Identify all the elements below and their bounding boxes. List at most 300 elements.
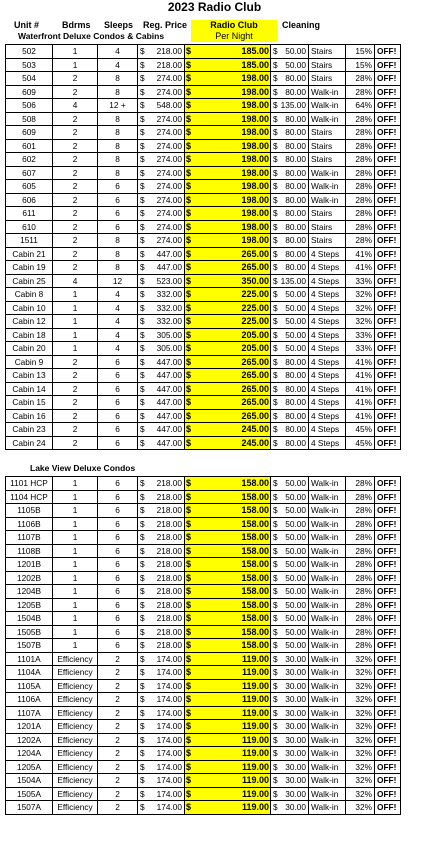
sleeps-cell [98,112,138,126]
currency-symbol: $ [140,262,145,273]
unit-cell [6,517,53,531]
bdrms-value: 1 [72,316,78,327]
access-cell [309,139,346,153]
cleaning-cell [271,396,309,410]
header-reg-price: Reg. Price [143,20,188,30]
bdrms-cell [53,612,98,626]
currency-symbol: $ [186,424,192,435]
discount-value: 41% [355,248,372,259]
reg-price-cell [138,193,185,207]
radio-club-value: 350.00 [241,275,269,286]
access-cell [309,558,346,572]
reg-price-cell [138,72,185,86]
radio-club-value: 119.00 [241,653,269,664]
cleaning-cell [271,693,309,707]
reg-price-value: 523.00 [156,275,182,286]
off-value: OFF! [377,640,397,651]
currency-symbol: $ [273,194,278,205]
radio-club-cell [185,72,271,86]
bdrms-value: 2 [72,140,78,151]
access-cell [309,288,346,302]
discount-cell [346,112,375,126]
currency-symbol: $ [140,518,145,529]
reg-price-value: 174.00 [156,748,182,759]
currency-symbol: $ [140,86,145,97]
discount-cell [346,706,375,720]
discount-cell [346,436,375,450]
off-cell [375,247,401,261]
reg-price-cell [138,166,185,180]
currency-symbol: $ [140,748,145,759]
cleaning-cell [271,625,309,639]
bdrms-value: Efficiency [57,653,93,664]
discount-cell [346,139,375,153]
unit-value: Cabin 8 [14,289,44,300]
cleaning-value: 50.00 [285,532,306,543]
sleeps-value: 2 [115,694,120,705]
currency-symbol: $ [273,370,278,381]
access-cell [309,490,346,504]
reg-price-cell [138,369,185,383]
discount-value: 28% [355,599,372,610]
off-value: OFF! [377,59,397,70]
reg-price-value: 174.00 [156,734,182,745]
cleaning-value: 80.00 [285,113,306,124]
cleaning-value: 30.00 [285,788,306,799]
sleeps-value: 2 [115,667,120,678]
table-row [6,355,401,369]
off-cell [375,477,401,491]
access-cell [309,72,346,86]
cleaning-value: 30.00 [285,761,306,772]
unit-value: Cabin 13 [12,370,46,381]
unit-value: Cabin 19 [12,262,46,273]
off-value: OFF! [377,73,397,84]
off-cell [375,45,401,59]
cleaning-cell [271,409,309,423]
discount-value: 28% [355,559,372,570]
sleeps-value: 6 [115,613,120,624]
radio-club-cell [185,193,271,207]
sleeps-cell [98,369,138,383]
access-cell [309,58,346,72]
bdrms-value: 2 [72,370,78,381]
reg-price-value: 174.00 [156,775,182,786]
radio-club-value: 265.00 [241,262,269,273]
discount-value: 33% [355,329,372,340]
reg-price-value: 548.00 [156,100,182,111]
off-value: OFF! [377,343,397,354]
discount-value: 32% [355,289,372,300]
bdrms-value: 2 [72,424,78,435]
sleeps-cell [98,787,138,801]
bdrms-value: 4 [72,100,78,111]
cleaning-cell [271,504,309,518]
sleeps-value: 6 [115,626,120,637]
unit-cell [6,207,53,221]
radio-club-cell [185,409,271,423]
reg-price-value: 218.00 [156,505,182,516]
radio-club-cell [185,396,271,410]
table-row [6,652,401,666]
sleeps-cell [98,301,138,315]
currency-symbol: $ [273,302,278,313]
radio-club-cell [185,598,271,612]
unit-value: Cabin 24 [12,437,46,448]
access-cell [309,396,346,410]
off-cell [375,396,401,410]
access-value: Walk-in [311,626,339,637]
table-row [6,733,401,747]
currency-symbol: $ [186,559,192,570]
currency-symbol: $ [186,667,192,678]
reg-price-cell [138,139,185,153]
table-row [6,436,401,450]
section-title-waterfront: Waterfront Deluxe Condos & Cabins [18,31,165,41]
access-cell [309,679,346,693]
reg-price-cell [138,760,185,774]
discount-cell [346,58,375,72]
access-value: Walk-in [311,748,339,759]
cleaning-cell [271,733,309,747]
unit-cell [6,774,53,788]
access-cell [309,733,346,747]
access-value: 4 Steps [311,316,340,327]
off-cell [375,598,401,612]
sleeps-cell [98,45,138,59]
table-row [6,801,401,815]
currency-symbol: $ [273,154,278,165]
cleaning-value: 50.00 [285,491,306,502]
bdrms-value: Efficiency [57,694,93,705]
sleeps-value: 6 [115,370,120,381]
discount-cell [346,207,375,221]
sleeps-value: 6 [115,491,120,502]
radio-club-cell [185,733,271,747]
radio-club-value: 265.00 [241,248,269,259]
off-value: OFF! [377,194,397,205]
currency-symbol: $ [140,208,145,219]
off-value: OFF! [377,221,397,232]
unit-value: 508 [22,113,36,124]
unit-cell [6,382,53,396]
unit-value: 606 [22,194,36,205]
unit-cell [6,220,53,234]
sleeps-value: 6 [115,208,120,219]
discount-cell [346,342,375,356]
cleaning-cell [271,666,309,680]
currency-symbol: $ [273,586,278,597]
discount-cell [346,193,375,207]
bdrms-cell [53,126,98,140]
unit-value: 1204A [17,748,41,759]
discount-value: 33% [355,275,372,286]
reg-price-cell [138,247,185,261]
currency-symbol: $ [140,154,145,165]
off-cell [375,720,401,734]
currency-symbol: $ [273,802,278,813]
sleeps-value: 12 [112,275,123,286]
currency-symbol: $ [140,505,145,516]
sleeps-cell [98,598,138,612]
access-cell [309,747,346,761]
currency-symbol: $ [273,491,278,502]
sleeps-value: 8 [115,154,120,165]
unit-value: 1205B [17,599,41,610]
cleaning-cell [271,598,309,612]
cleaning-value: 80.00 [285,194,306,205]
bdrms-value: Efficiency [57,775,93,786]
cleaning-value: 30.00 [285,802,306,813]
currency-symbol: $ [186,343,192,354]
access-cell [309,328,346,342]
discount-cell [346,679,375,693]
discount-cell [346,544,375,558]
table-row [6,490,401,504]
off-value: OFF! [377,694,397,705]
table-row [6,126,401,140]
radio-club-value: 158.00 [241,586,269,597]
radio-club-cell [185,58,271,72]
radio-club-cell [185,139,271,153]
discount-cell [346,774,375,788]
unit-cell [6,85,53,99]
cleaning-value: 50.00 [285,46,306,57]
currency-symbol: $ [186,46,192,57]
bdrms-value: 1 [72,491,78,502]
unit-cell [6,328,53,342]
sleeps-value: 8 [115,86,120,97]
access-value: Walk-in [311,667,339,678]
bdrms-cell [53,733,98,747]
discount-cell [346,45,375,59]
off-value: OFF! [377,586,397,597]
discount-value: 41% [355,356,372,367]
sleeps-value: 6 [115,559,120,570]
table-row [6,139,401,153]
sleeps-value: 6 [115,586,120,597]
unit-cell [6,423,53,437]
reg-price-value: 274.00 [156,167,182,178]
radio-club-cell [185,45,271,59]
access-value: Stairs [311,235,333,246]
radio-club-value: 158.00 [241,532,269,543]
currency-symbol: $ [273,113,278,124]
discount-cell [346,558,375,572]
sleeps-value: 4 [115,46,120,57]
discount-value: 32% [355,667,372,678]
bdrms-cell [53,301,98,315]
reg-price-value: 274.00 [156,154,182,165]
currency-symbol: $ [186,613,192,624]
currency-symbol: $ [186,248,192,259]
cleaning-value: 30.00 [285,680,306,691]
cleaning-cell [271,679,309,693]
reg-price-cell [138,504,185,518]
reg-price-value: 274.00 [156,194,182,205]
access-value: 4 Steps [311,329,340,340]
sleeps-cell [98,747,138,761]
access-cell [309,436,346,450]
unit-value: 1101A [17,653,41,664]
reg-price-value: 218.00 [156,46,182,57]
reg-price-value: 447.00 [156,370,182,381]
access-cell [309,720,346,734]
access-value: 4 Steps [311,397,340,408]
bdrms-value: Efficiency [57,680,93,691]
sleeps-cell [98,639,138,653]
reg-price-cell [138,612,185,626]
currency-symbol: $ [186,640,192,651]
sleeps-cell [98,720,138,734]
off-cell [375,423,401,437]
currency-symbol: $ [186,356,192,367]
discount-cell [346,369,375,383]
discount-value: 28% [355,532,372,543]
cleaning-cell [271,801,309,815]
access-value: Stairs [311,127,333,138]
radio-club-cell [185,490,271,504]
access-value: 4 Steps [311,356,340,367]
sleeps-cell [98,517,138,531]
sleeps-value: 8 [115,248,120,259]
unit-cell [6,531,53,545]
unit-value: 1107B [17,532,41,543]
reg-price-value: 218.00 [156,518,182,529]
off-value: OFF! [377,545,397,556]
unit-cell [6,436,53,450]
currency-symbol: $ [186,194,192,205]
currency-symbol: $ [273,640,278,651]
reg-price-value: 174.00 [156,788,182,799]
discount-value: 32% [355,775,372,786]
currency-symbol: $ [140,626,145,637]
bdrms-value: 2 [72,86,78,97]
bdrms-cell [53,585,98,599]
currency-symbol: $ [140,775,145,786]
currency-symbol: $ [140,694,145,705]
sleeps-value: 6 [115,532,120,543]
bdrms-cell [53,382,98,396]
table-row [6,571,401,585]
table-row [6,58,401,72]
cleaning-value: 80.00 [285,248,306,259]
sleeps-cell [98,85,138,99]
off-cell [375,328,401,342]
bdrms-cell [53,801,98,815]
unit-value: 506 [22,100,36,111]
reg-price-cell [138,517,185,531]
currency-symbol: $ [273,559,278,570]
unit-cell [6,234,53,248]
discount-cell [346,423,375,437]
currency-symbol: $ [186,262,192,273]
unit-cell [6,288,53,302]
access-value: Walk-in [311,518,339,529]
table-row [6,423,401,437]
sleeps-value: 6 [115,518,120,529]
bdrms-value: 1 [72,559,78,570]
unit-cell [6,112,53,126]
access-value: Walk-in [311,181,339,192]
unit-cell [6,72,53,86]
currency-symbol: $ [273,343,278,354]
discount-value: 45% [355,424,372,435]
bdrms-cell [53,436,98,450]
off-value: OFF! [377,505,397,516]
currency-symbol: $ [273,734,278,745]
sleeps-value: 8 [115,140,120,151]
currency-symbol: $ [140,532,145,543]
sleeps-cell [98,58,138,72]
currency-symbol: $ [186,707,192,718]
unit-cell [6,396,53,410]
discount-cell [346,612,375,626]
sleeps-cell [98,342,138,356]
currency-symbol: $ [273,653,278,664]
unit-value: Cabin 12 [12,316,46,327]
discount-cell [346,571,375,585]
radio-club-value: 225.00 [241,289,269,300]
currency-symbol: $ [140,73,145,84]
bdrms-cell [53,639,98,653]
access-value: Walk-in [311,586,339,597]
cleaning-cell [271,787,309,801]
sleeps-value: 2 [115,775,120,786]
currency-symbol: $ [186,734,192,745]
currency-symbol: $ [273,505,278,516]
table-row [6,760,401,774]
off-cell [375,288,401,302]
bdrms-value: 2 [72,208,78,219]
access-value: Stairs [311,221,333,232]
radio-club-cell [185,801,271,815]
off-cell [375,490,401,504]
off-value: OFF! [377,262,397,273]
off-value: OFF! [377,478,397,489]
off-value: OFF! [377,329,397,340]
off-value: OFF! [377,289,397,300]
radio-club-value: 158.00 [241,626,269,637]
reg-price-value: 447.00 [156,410,182,421]
table-row [6,693,401,707]
header-unit: Unit # [14,20,40,30]
currency-symbol: $ [140,572,145,583]
cleaning-cell [271,72,309,86]
access-cell [309,369,346,383]
currency-symbol: $ [186,302,192,313]
discount-cell [346,747,375,761]
unit-value: 1201B [17,559,41,570]
sleeps-cell [98,733,138,747]
sleeps-cell [98,396,138,410]
table-row [6,153,401,167]
currency-symbol: $ [273,694,278,705]
sleeps-cell [98,760,138,774]
discount-cell [346,720,375,734]
unit-cell [6,504,53,518]
discount-cell [346,315,375,329]
currency-symbol: $ [140,640,145,651]
currency-symbol: $ [186,208,192,219]
radio-club-cell [185,436,271,450]
sleeps-cell [98,234,138,248]
access-cell [309,423,346,437]
sleeps-cell [98,99,138,113]
bdrms-value: 2 [72,437,78,448]
reg-price-value: 174.00 [156,761,182,772]
off-value: OFF! [377,100,397,111]
